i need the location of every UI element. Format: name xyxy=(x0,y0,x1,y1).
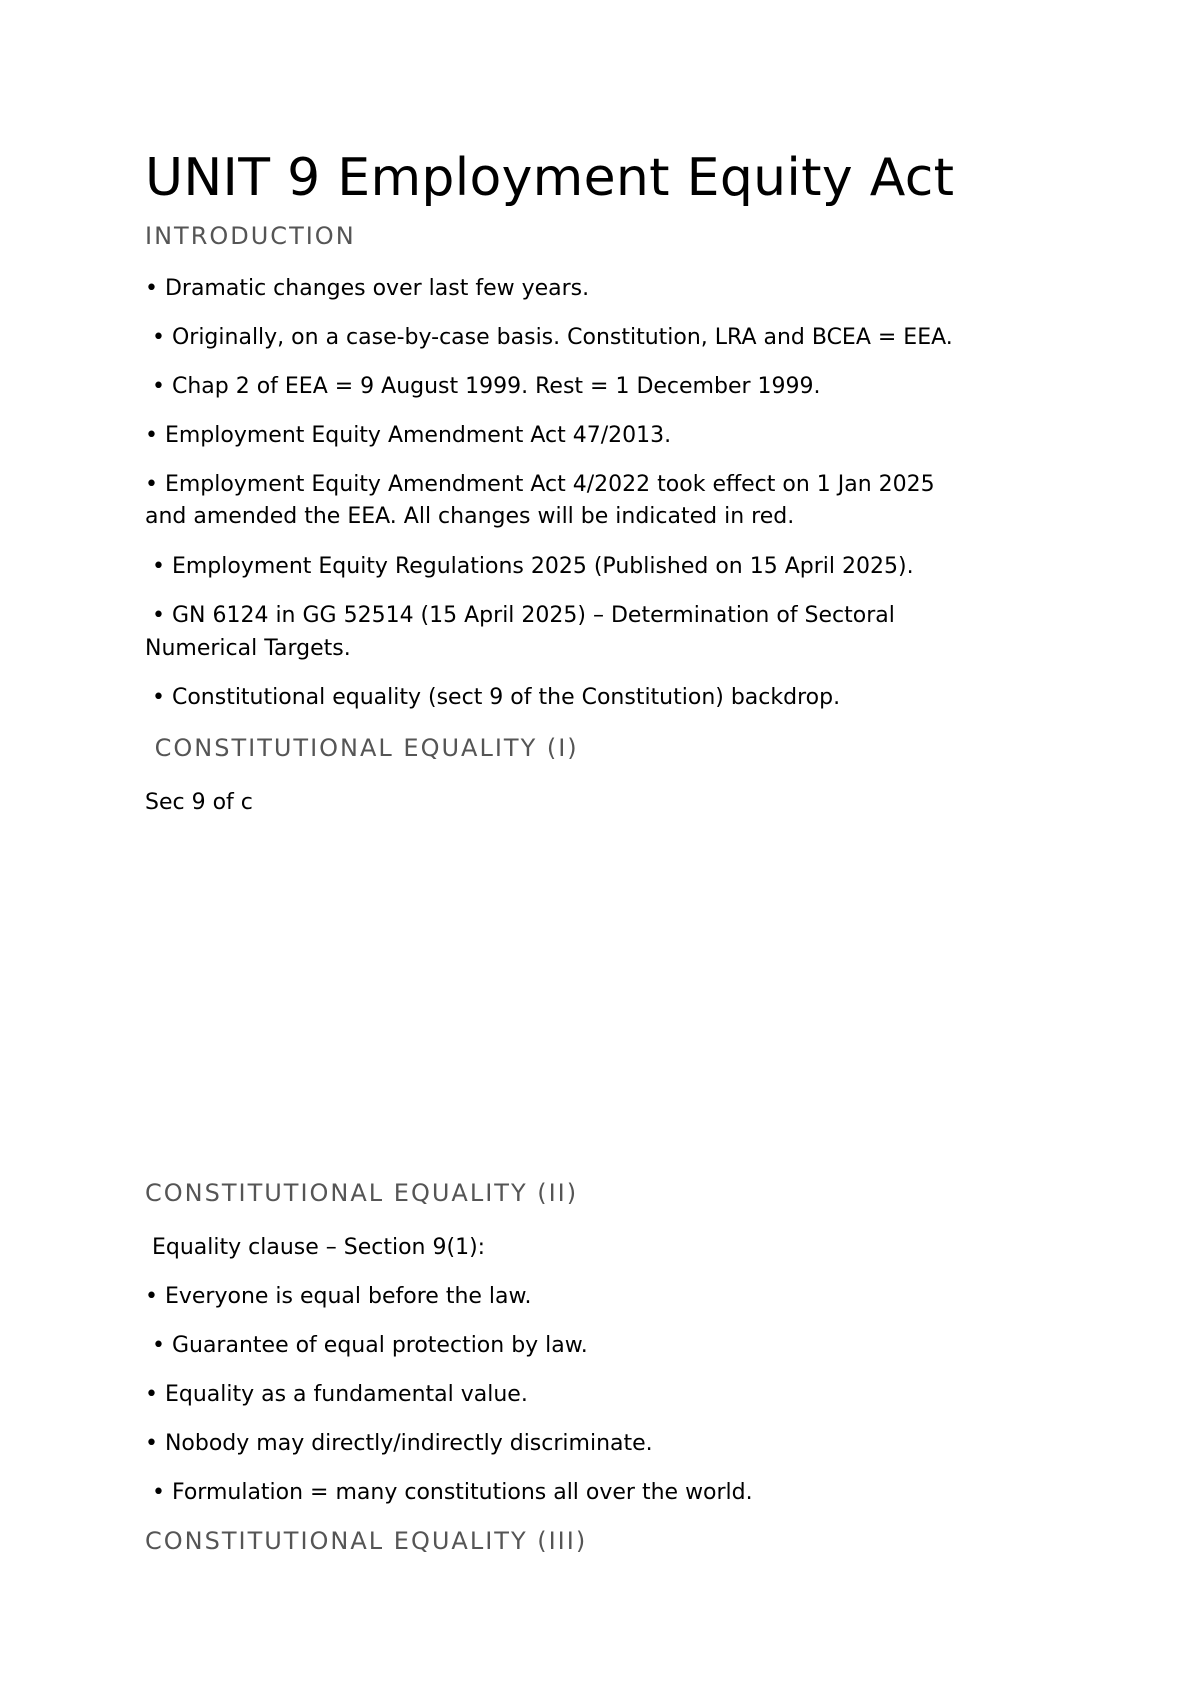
section-heading-constitutional-equality-2: CONSTITUTIONAL EQUALITY (II) xyxy=(145,1179,579,1207)
section-heading-constitutional-equality-3: CONSTITUTIONAL EQUALITY (III) xyxy=(145,1527,588,1555)
page-title: UNIT 9 Employment Equity Act xyxy=(145,148,955,208)
constitutional-2-item-2: • Guarantee of equal protection by law. xyxy=(145,1333,588,1358)
intro-item-3: • Chap 2 of EEA = 9 August 1999. Rest = 1 December 1999. xyxy=(145,374,821,399)
constitutional-2-intro: Equality clause – Section 9(1): xyxy=(145,1235,486,1260)
constitutional-2-item-1: • Everyone is equal before the law. xyxy=(145,1284,532,1309)
section-heading-constitutional-equality-1: CONSTITUTIONAL EQUALITY (I) xyxy=(145,734,579,762)
constitutional-2-item-5: • Formulation = many constitutions all over the world. xyxy=(145,1480,753,1505)
intro-item-7-line-1: • GN 6124 in GG 52514 (15 April 2025) – Determination of Sectoral xyxy=(145,603,895,628)
intro-item-7-line-2: Numerical Targets. xyxy=(145,636,351,661)
intro-item-5-line-1: • Employment Equity Amendment Act 4/2022 took effect on 1 Jan 2025 xyxy=(145,472,935,497)
intro-item-4: • Employment Equity Amendment Act 47/2013. xyxy=(145,423,672,448)
intro-item-1: • Dramatic changes over last few years. xyxy=(145,276,590,301)
constitutional-2-item-4: • Nobody may directly/indirectly discriminate. xyxy=(145,1431,653,1456)
intro-item-2: • Originally, on a case-by-case basis. Constitution, LRA and BCEA = EEA. xyxy=(145,325,953,350)
intro-item-6: • Employment Equity Regulations 2025 (Published on 15 April 2025). xyxy=(145,554,914,579)
constitutional-1-text: Sec 9 of c xyxy=(145,790,253,815)
intro-item-5-line-2: and amended the EEA. All changes will be indicated in red. xyxy=(145,504,795,529)
constitutional-2-item-3: • Equality as a fundamental value. xyxy=(145,1382,528,1407)
intro-item-8: • Constitutional equality (sect 9 of the Constitution) backdrop. xyxy=(145,685,841,710)
section-heading-introduction: INTRODUCTION xyxy=(145,222,356,250)
